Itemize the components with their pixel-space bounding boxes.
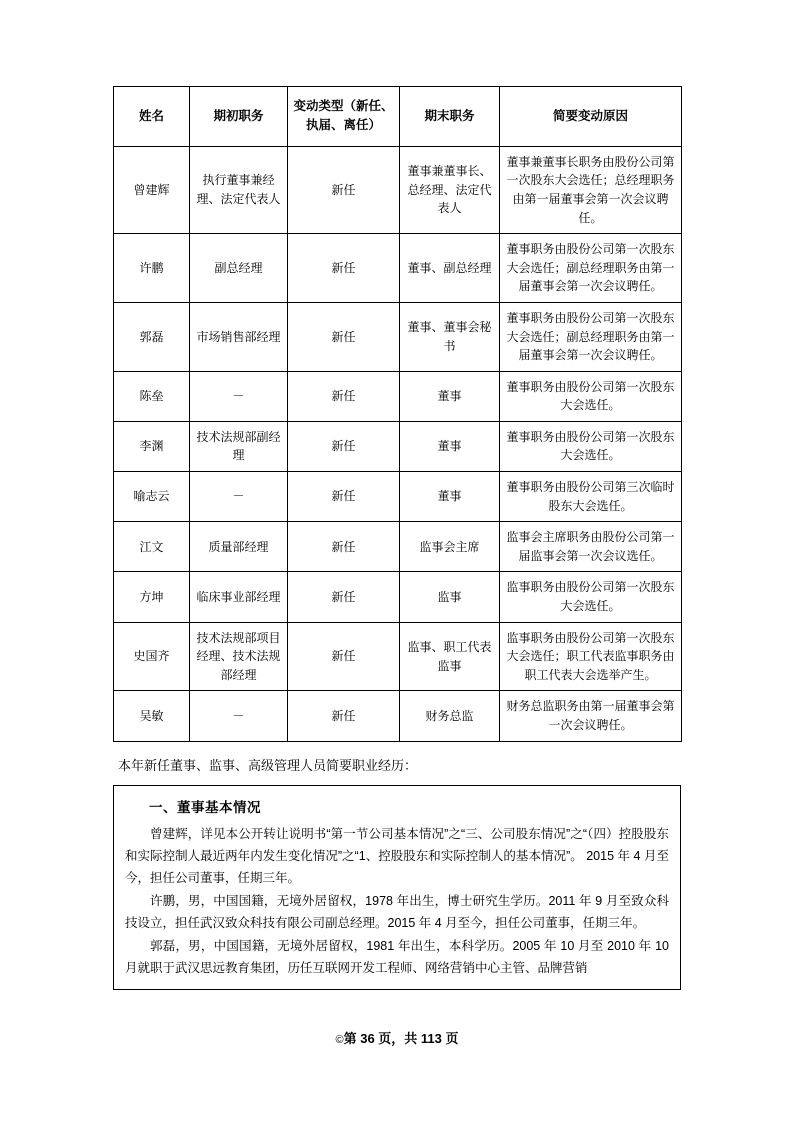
table-row <box>114 302 682 371</box>
cell-before: － <box>190 472 288 522</box>
cell-name: 吴敏 <box>114 691 190 741</box>
table-row <box>114 371 682 421</box>
cell-name: 方坤 <box>114 572 190 622</box>
cell-after: 董事 <box>400 472 500 522</box>
cell-before: 副总经理 <box>190 234 288 303</box>
cell-after: 董事兼董事长、总经理、法定代表人 <box>400 146 500 233</box>
cell-after: 董事 <box>400 421 500 471</box>
cell-type: 新任 <box>288 234 400 303</box>
cell-type: 新任 <box>288 146 400 233</box>
table-row <box>114 691 682 741</box>
cell-type: 新任 <box>288 421 400 471</box>
table-row <box>114 234 682 303</box>
cell-before: 临床事业部经理 <box>190 572 288 622</box>
cell-reason: 监事职务由股份公司第一次股东大会选任。 <box>500 572 682 622</box>
cell-name: 陈垒 <box>114 371 190 421</box>
cell-after: 董事 <box>400 371 500 421</box>
cell-name: 江文 <box>114 522 190 572</box>
cell-before: 技术法规部副经理 <box>190 421 288 471</box>
cell-reason: 董事职务由股份公司第一次股东大会选任。 <box>500 421 682 471</box>
table-row <box>114 472 682 522</box>
personnel-change-table <box>113 86 682 742</box>
cell-type: 新任 <box>288 572 400 622</box>
table-row <box>114 522 682 572</box>
cell-before: 执行董事兼经理、法定代表人 <box>190 146 288 233</box>
cell-type: 新任 <box>288 371 400 421</box>
cell-before: － <box>190 691 288 741</box>
paragraph-zeng-jianhui: 曾建辉，详见本公开转让说明书“第一节公司基本情况”之“三、公司股东情况”之“（四）控股股东和实际控制人最近两年内发生变化情况”之“1、控股股东和实际控制人的基本情况”。 2015 年 4 月至今，担任公司董事，任期三年。 <box>125 827 669 886</box>
cell-after: 监事会主席 <box>400 522 500 572</box>
table-row <box>114 572 682 622</box>
cell-reason: 董事职务由股份公司第一次股东大会选任；副总经理职务由第一届董事会第一次会议聘任。 <box>500 234 682 303</box>
section-heading: 一、董事基本情况 <box>149 800 261 816</box>
cell-after: 监事、职工代表监事 <box>400 622 500 691</box>
cell-name: 郭磊 <box>114 302 190 371</box>
cell-name: 李渊 <box>114 421 190 471</box>
cell-type: 新任 <box>288 302 400 371</box>
cell-name: 喻志云 <box>114 472 190 522</box>
cell-reason: 董事兼董事长职务由股份公司第一次股东大会选任；总经理职务由第一届董事会第一次会议聘任。 <box>500 146 682 233</box>
cell-type: 新任 <box>288 691 400 741</box>
cell-before: 市场销售部经理 <box>190 302 288 371</box>
cell-before: 质量部经理 <box>190 522 288 572</box>
cell-reason: 董事职务由股份公司第一次股东大会选任。 <box>500 371 682 421</box>
cell-after: 监事 <box>400 572 500 622</box>
paragraph-xu-peng: 许鹏，男，中国国籍，无境外居留权，1978 年出生，博士研究生学历。2011 年 9 月至致众科技设立，担任武汉致众科技有限公司副总经理。2015 年 4 月至今，担任公司董事，任期三年。 <box>125 894 669 930</box>
column-header-reason: 简要变动原因 <box>500 87 682 147</box>
page-footer <box>0 1028 794 1047</box>
table-row <box>114 421 682 471</box>
cell-reason: 财务总监职务由第一届董事会第一次会议聘任。 <box>500 691 682 741</box>
column-header-after: 期末职务 <box>400 87 500 147</box>
cell-name: 史国齐 <box>114 622 190 691</box>
cell-before: 技术法规部项目经理、技术法规部经理 <box>190 622 288 691</box>
column-header-type: 变动类型（新任、执届、离任） <box>288 87 400 147</box>
table-row <box>114 622 682 691</box>
column-header-before: 期初职务 <box>190 87 288 147</box>
cell-after: 财务总监 <box>400 691 500 741</box>
cell-name: 曾建辉 <box>114 146 190 233</box>
cell-type: 新任 <box>288 472 400 522</box>
footer-mark: © <box>335 1034 344 1046</box>
cell-after: 董事、董事会秘书 <box>400 302 500 371</box>
cell-name: 许鹏 <box>114 234 190 303</box>
directors-info-box <box>113 785 681 990</box>
cell-type: 新任 <box>288 522 400 572</box>
table-row <box>114 146 682 233</box>
cell-reason: 董事职务由股份公司第三次临时股东大会选任。 <box>500 472 682 522</box>
cell-after: 董事、副总经理 <box>400 234 500 303</box>
cell-reason: 监事职务由股份公司第一次股东大会选任；职工代表监事职务由职工代表大会选举产生。 <box>500 622 682 691</box>
column-header-name: 姓名 <box>114 87 190 147</box>
table-note: 本年新任董事、监事、高级管理人员简要职业经历： <box>118 757 418 773</box>
paragraph-guo-lei: 郭磊，男，中国国籍，无境外居留权，1981 年出生，本科学历。2005 年 10 月至 2010 年 10 月就职于武汉思远教育集团，历任互联网开发工程师、网络营销中心主管、品牌营销 <box>125 938 669 975</box>
cell-reason: 监事会主席职务由股份公司第一届监事会第一次会议选任。 <box>500 522 682 572</box>
cell-before: － <box>190 371 288 421</box>
page-number: 第 36 页，共 113 页 <box>343 1031 459 1046</box>
cell-reason: 董事职务由股份公司第一次股东大会选任；副总经理职务由第一届董事会第一次会议聘任。 <box>500 302 682 371</box>
table-header-row <box>114 87 682 147</box>
cell-type: 新任 <box>288 622 400 691</box>
